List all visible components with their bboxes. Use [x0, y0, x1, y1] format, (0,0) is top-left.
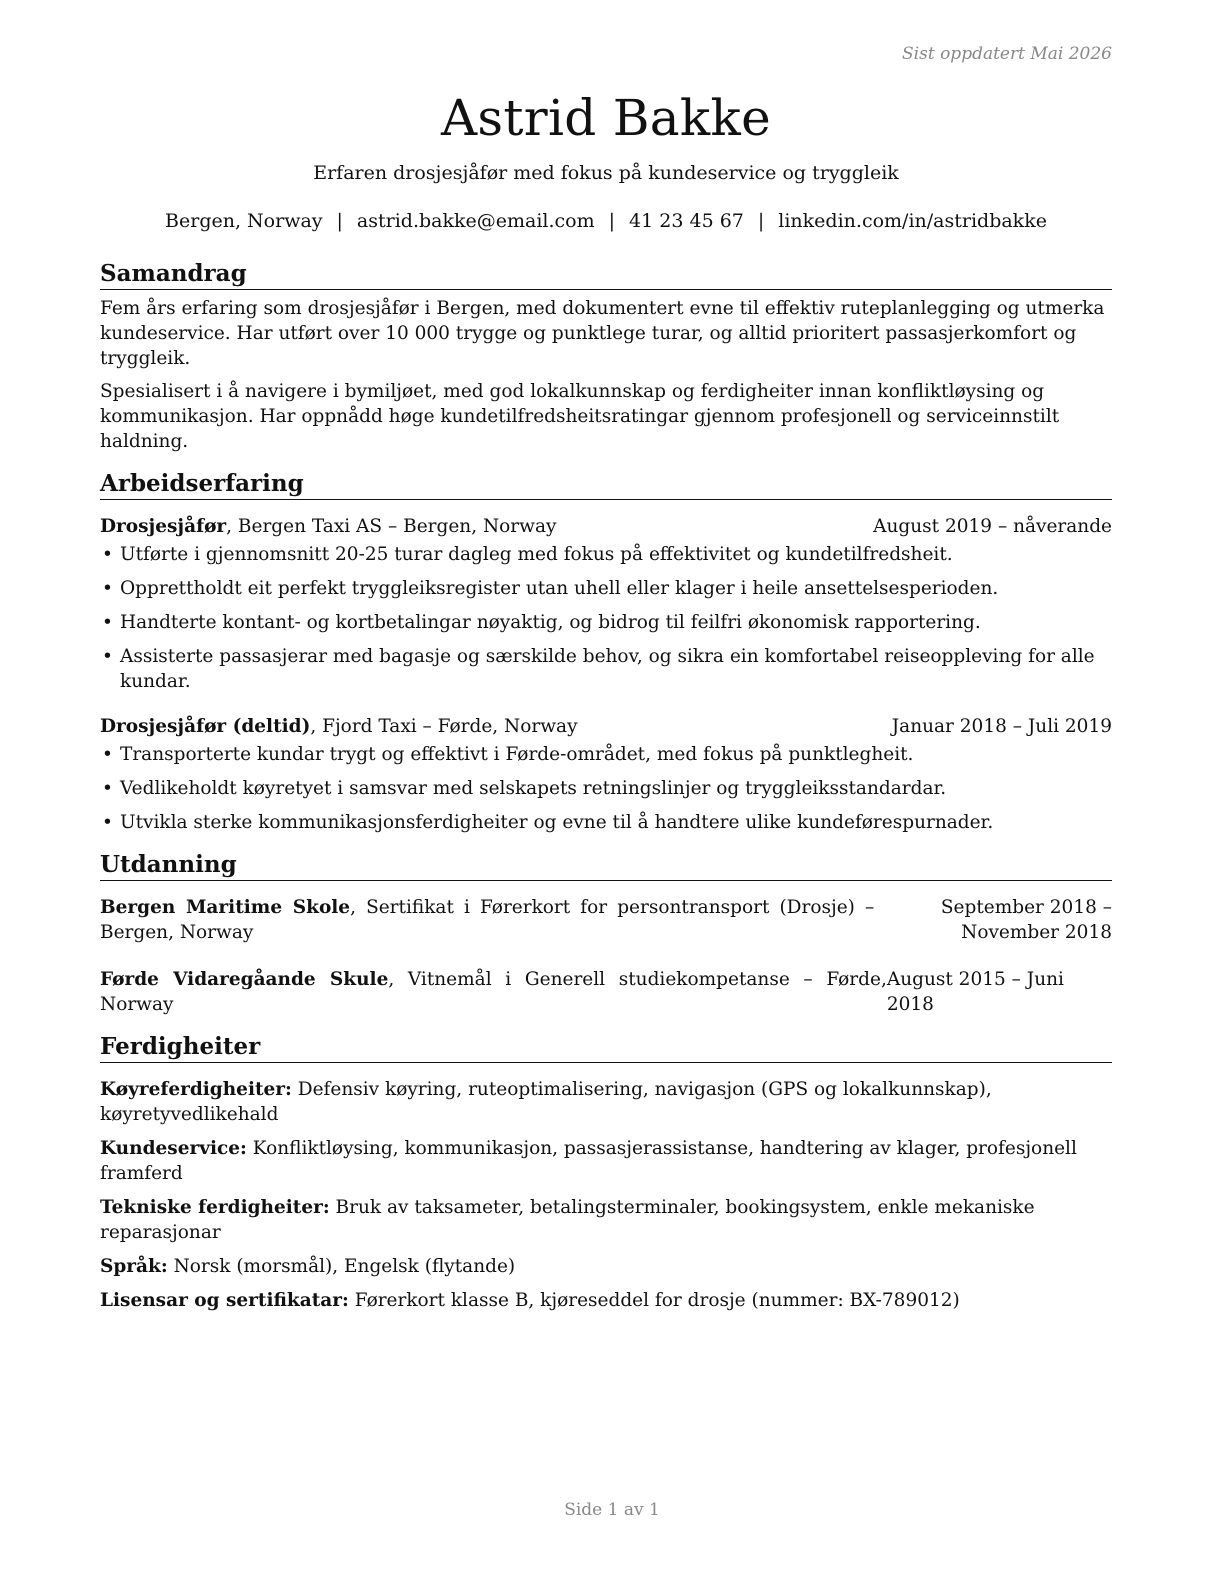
skill-line	[100, 1254, 1112, 1279]
job-bullet: • Opprettholdt eit perfekt tryggleiksregister utan uhell eller klager i heile ansettelsesperioden.	[100, 576, 1112, 601]
skill-label: Kundeservice:	[100, 1138, 247, 1159]
summary-paragraph: Spesialisert i å navigere i bymiljøet, med god lokalkunnskap og ferdigheiter innan konfliktløysing og kommunikasjon. Har oppnådd høge kundetilfredsheitsratingar gjennom profesjonell og serviceinnstilt haldning.	[100, 381, 1060, 452]
skill-label: Språk:	[100, 1256, 168, 1277]
contact-separator: |	[757, 210, 765, 232]
skill-value: Bruk av taksameter, betalingsterminaler, bookingsystem, enkle mekaniske reparasjonar	[100, 1197, 1035, 1243]
education-section	[100, 851, 1112, 1017]
tagline: Erfaren drosjesjåfør med fokus på kundeservice og tryggleik	[313, 162, 899, 184]
contact-location: Bergen, Norway	[165, 210, 323, 232]
skill-value: Førerkort klasse B, kjøreseddel for drosje (nummer: BX-789012)	[348, 1290, 960, 1311]
skill-line	[100, 1136, 1112, 1186]
experience-title: Arbeidserfaring	[100, 470, 1112, 500]
contact-linkedin[interactable]: linkedin.com/in/astridbakke	[778, 210, 1047, 232]
job-employer: , Fjord Taxi – Førde, Norway	[310, 716, 578, 737]
skills-section	[100, 1033, 1112, 1313]
education-dates: August 2015 – Juni 2018	[886, 969, 1064, 1015]
job-bullet: • Transporterte kundar trygt og effektivt i Førde-området, med fokus på punktlegheit.	[100, 742, 1112, 767]
job-role: Drosjesjåfør	[100, 516, 227, 537]
contact-phone: 41 23 45 67	[629, 210, 744, 232]
skill-label: Tekniske ferdigheiter:	[100, 1197, 330, 1218]
education-degree: , Vitnemål i Generell studiekompetanse – Førde, Norway	[100, 969, 887, 1015]
page-footer: Side 1 av 1	[564, 1500, 660, 1520]
contact-line	[100, 210, 1112, 232]
last-updated: Sist oppdatert Mai 2026	[902, 44, 1112, 64]
skill-label: Lisensar og sertifikatar:	[100, 1290, 349, 1311]
job-bullet: • Assisterte passasjerar med bagasje og særskilde behov, og sikra ein komfortabel reiseoppleving for alle kundar.	[100, 644, 1112, 694]
education-title: Utdanning	[100, 851, 1112, 881]
job-dates: August 2019 – nåverande	[873, 516, 1112, 537]
summary-paragraph: Fem års erfaring som drosjesjåfør i Bergen, med dokumentert evne til effektiv ruteplanlegging og utmerka kundeservice. Har utført over 10 000 trygge og punktlege turar, og alltid prioritert passasjerkomfort og tryggleik.	[100, 298, 1105, 369]
job-employer: , Bergen Taxi AS – Bergen, Norway	[226, 516, 557, 537]
job-entry	[100, 714, 1112, 835]
contact-separator: |	[336, 210, 343, 232]
job-header	[100, 714, 1112, 740]
summary-section	[100, 260, 1112, 454]
job-bullet: • Handterte kontant- og kortbetalingar nøyaktig, og bidrog til feilfri økonomisk rapportering.	[100, 610, 1112, 635]
skill-line	[100, 1195, 1112, 1245]
education-entry	[100, 967, 1112, 1017]
skill-value: Konfliktløysing, kommunikasjon, passasjerassistanse, handtering av klager, profesjonell framferd	[100, 1138, 1077, 1184]
skills-title: Ferdigheiter	[100, 1033, 1112, 1063]
job-bullets	[100, 542, 1112, 694]
job-role: Drosjesjåfør (deltid)	[100, 716, 311, 737]
education-school: Bergen Maritime Skole	[100, 897, 351, 918]
job-header	[100, 514, 1112, 540]
job-bullet: • Utvikla sterke kommunikasjonsferdigheiter og evne til å handtere ulike kundeførespurnader.	[100, 810, 1112, 835]
contact-separator: |	[608, 210, 616, 232]
candidate-name: Astrid Bakke	[441, 89, 771, 147]
summary-title: Samandrag	[100, 260, 1112, 290]
job-bullets	[100, 742, 1112, 835]
experience-section	[100, 470, 1112, 835]
skill-label: Køyreferdigheiter:	[100, 1079, 292, 1100]
contact-email[interactable]: astrid.bakke@email.com	[356, 210, 595, 232]
education-dates: September 2018 – November 2018	[940, 897, 1112, 943]
job-bullet: • Utførte i gjennomsnitt 20-25 turar dagleg med fokus på effektivitet og kundetilfredsheit.	[100, 542, 1112, 567]
education-school: Førde Vidaregåande Skule	[100, 969, 389, 990]
skill-value: Defensiv køyring, ruteoptimalisering, navigasjon (GPS og lokalkunnskap), køyretyvedlikehald	[100, 1079, 992, 1125]
skill-line	[100, 1077, 1112, 1127]
job-entry	[100, 514, 1112, 694]
skill-line	[100, 1288, 1112, 1313]
job-bullet: • Vedlikeholdt køyretyet i samsvar med selskapets retningslinjer og tryggleiksstandardar.	[100, 776, 1112, 801]
job-dates: Januar 2018 – Juli 2019	[891, 716, 1112, 737]
education-degree: , Sertifikat i Førerkort for persontransport (Drosje) – Bergen, Norway	[100, 897, 875, 943]
education-entry	[100, 895, 1112, 945]
skill-value: Norsk (morsmål), Engelsk (flytande)	[167, 1256, 516, 1277]
